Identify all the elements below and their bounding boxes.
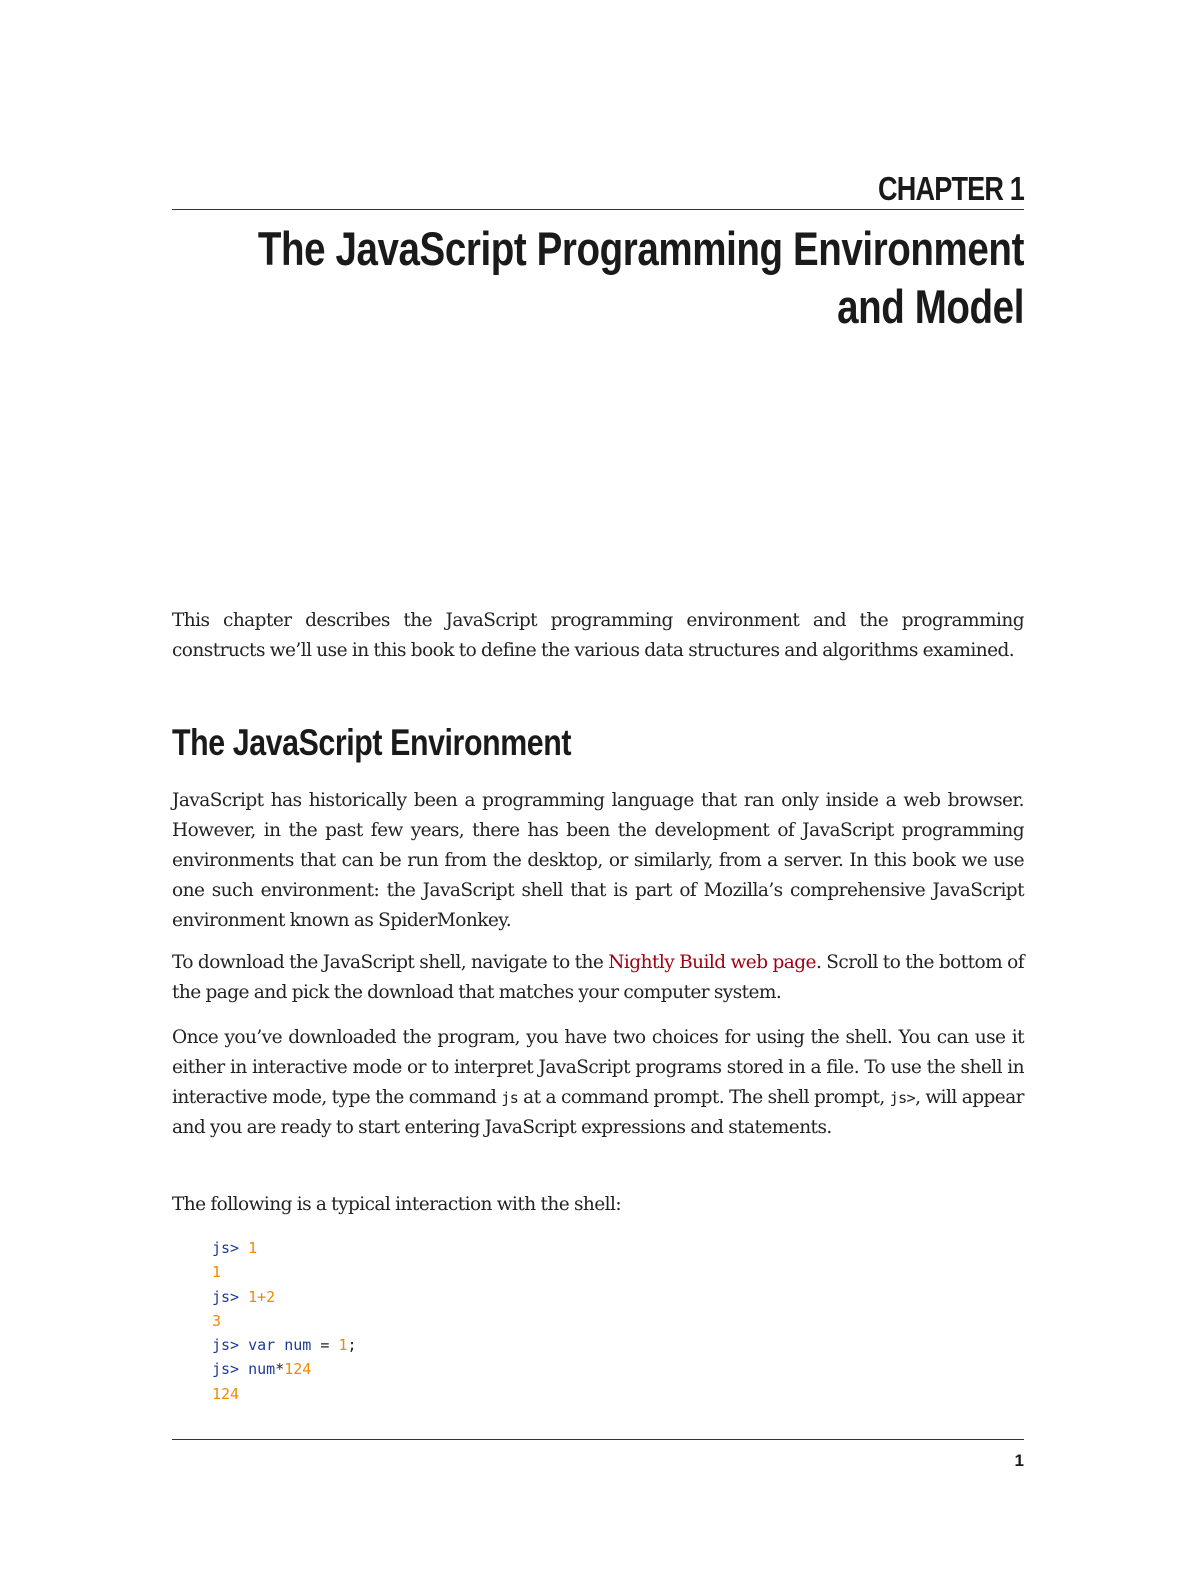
paragraph-interaction-intro: The following is a typical interaction with the shell: xyxy=(172,1194,622,1215)
code-output: 1 xyxy=(212,1263,222,1282)
section-heading: The JavaScript Environment xyxy=(172,722,572,763)
shell-modes-text-2: at a command prompt. The shell prompt, xyxy=(518,1087,890,1108)
paragraph-shell-modes xyxy=(172,1023,1024,1143)
paragraph-download xyxy=(172,948,1024,1008)
shell-prompt: js> xyxy=(212,1287,240,1306)
code-line-3 xyxy=(212,1288,275,1306)
code-identifier: num xyxy=(248,1360,276,1379)
page-number: 1 xyxy=(1014,1451,1024,1470)
code-input: 1+2 xyxy=(248,1287,276,1306)
intro-paragraph: This chapter describes the JavaScript programming environment and the programming constructs we’ll use in this book to define the various data structures and algorithms examined. xyxy=(172,610,1024,661)
footer-divider xyxy=(172,1439,1024,1440)
book-page xyxy=(172,0,1024,1575)
code-output: 124 xyxy=(212,1384,240,1403)
shell-prompt: js> xyxy=(212,1336,240,1355)
code-input: 1 xyxy=(248,1239,258,1257)
shell-modes-text-3: , will appear and you are ready to start entering JavaScript expressions and statements. xyxy=(172,1087,1024,1138)
inline-code-prompt: js> xyxy=(889,1089,916,1107)
code-semicolon: ; xyxy=(347,1336,357,1355)
code-keyword: var xyxy=(248,1336,276,1355)
shell-prompt: js> xyxy=(212,1239,240,1257)
code-line-5 xyxy=(212,1336,357,1354)
code-line-6 xyxy=(212,1360,311,1378)
paragraph-history: JavaScript has historically been a programming language that ran only inside a web browser. However, in the past few years, there has been the development of JavaScript programming environments that can be run from the desktop, or similarly, from a server. In this book we use one such environment: the JavaScript shell that is part of Mozilla’s comprehensive JavaScript environment known as SpiderMonkey. xyxy=(172,790,1024,931)
code-number: 124 xyxy=(284,1360,312,1379)
inline-code-js: js xyxy=(501,1089,519,1107)
chapter-title-line-1: The JavaScript Programming Environment xyxy=(257,222,1024,275)
chapter-label: CHAPTER 1 xyxy=(878,170,1024,207)
download-text-after: . Scroll to the bottom of the page and pick the download that matches your computer system. xyxy=(172,952,1024,1003)
shell-modes-text-1: Once you’ve downloaded the program, you have two choices for using the shell. You can use it either in interactive mode or to interpret JavaScript programs stored in a file. To use the shell in interactive mode, type the command xyxy=(172,1027,1024,1108)
code-number: 1 xyxy=(338,1336,348,1355)
chapter-title xyxy=(171,220,1024,336)
code-example xyxy=(212,1236,357,1406)
chapter-title-line-2: and Model xyxy=(837,280,1024,333)
shell-prompt: js> xyxy=(212,1360,240,1379)
code-output: 3 xyxy=(212,1311,222,1330)
nightly-build-link[interactable]: Nightly Build web page xyxy=(608,952,816,973)
chapter-divider xyxy=(172,209,1024,210)
code-operator: = xyxy=(320,1336,330,1355)
code-operator: * xyxy=(275,1360,285,1379)
code-line-1 xyxy=(212,1239,257,1257)
download-text-before: To download the JavaScript shell, navigate to the xyxy=(172,952,609,973)
code-identifier: num xyxy=(284,1336,312,1355)
